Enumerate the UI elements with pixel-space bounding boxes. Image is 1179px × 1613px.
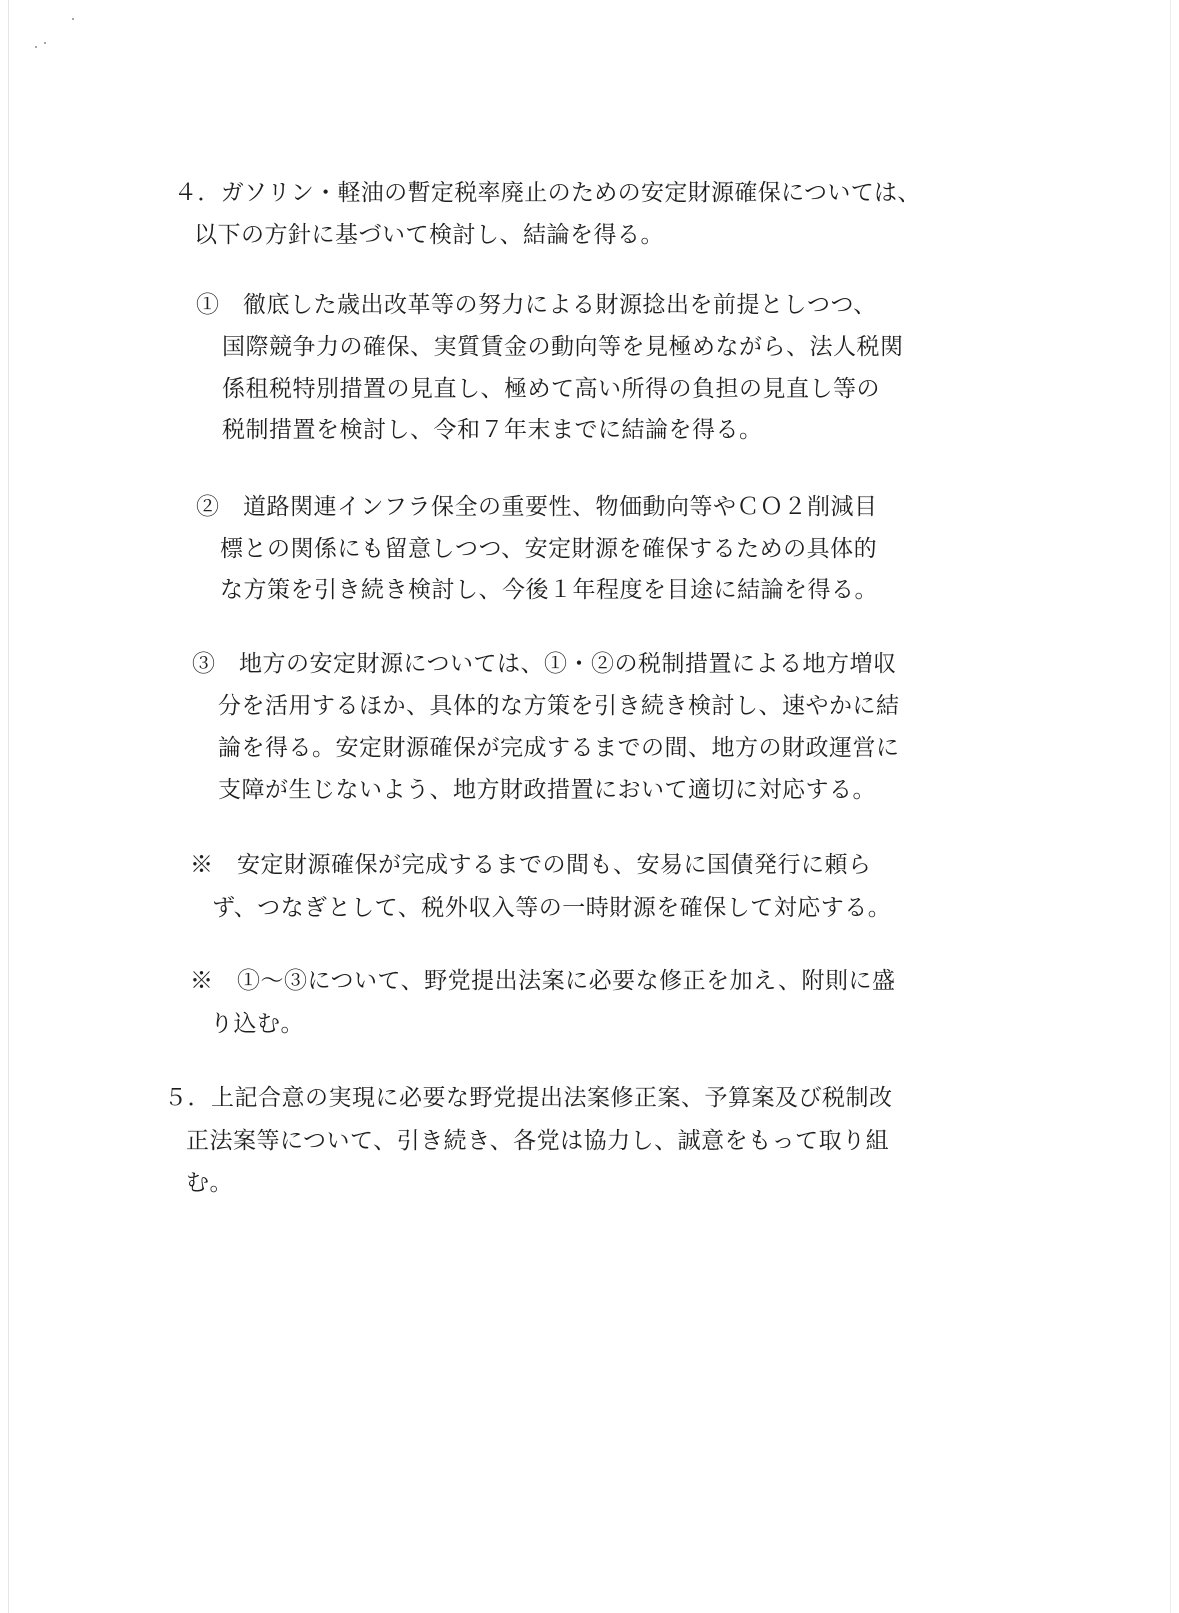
item-5-line-2: 正法案等について、引き続き、各党は協力し、誠意をもって取り組 — [186, 1128, 890, 1154]
scan-speck — [35, 46, 37, 48]
item-4-line-1: ４．ガソリン・軽油の暫定税率廃止のための安定財源確保については、 — [174, 180, 921, 206]
item-4-1-line-3: 係租税特別措置の見直し、極めて高い所得の負担の見直し等の — [222, 376, 880, 402]
item-4-1-line-2: 国際競争力の確保、実質賃金の動向等を見極めながら、法人税関 — [222, 334, 904, 360]
item-5-line-3: む。 — [186, 1170, 233, 1196]
scan-speck — [44, 42, 46, 44]
item-5-line-1: ５．上記合意の実現に必要な野党提出法案修正案、予算案及び税制改 — [164, 1085, 893, 1111]
item-4-2-line-2: 標との関係にも留意しつつ、安定財源を確保するための具体的 — [220, 536, 878, 562]
item-4-3-line-2: 分を活用するほか、具体的な方策を引き続き検討し、速やかに結 — [218, 693, 900, 719]
item-4-2-line-3: な方策を引き続き検討し、今後１年程度を目途に結論を得る。 — [220, 577, 878, 603]
scan-speck — [72, 18, 74, 20]
page-edge-right — [1170, 0, 1171, 1613]
item-4-1-line-4: 税制措置を検討し、令和７年末までに結論を得る。 — [222, 417, 763, 443]
item-4-line-2: 以下の方針に基づいて検討し、結論を得る。 — [194, 222, 664, 248]
page-edge-left — [8, 0, 9, 1613]
note-1-line-1: ※ 安定財源確保が完成するまでの間も、安易に国債発行に頼ら — [190, 852, 872, 878]
item-4-3-line-4: 支障が生じないよう、地方財政措置において適切に対応する。 — [218, 777, 876, 803]
item-4-2-line-1: ② 道路関連インフラ保全の重要性、物価動向等やＣＯ２削減目 — [196, 494, 878, 520]
item-4-3-line-3: 論を得る。安定財源確保が完成するまでの間、地方の財政運営に — [218, 735, 900, 761]
item-4-3-line-1: ③ 地方の安定財源については、①・②の税制措置による地方増収 — [192, 651, 897, 677]
note-1-line-2: ず、つなぎとして、税外収入等の一時財源を確保して対応する。 — [212, 895, 892, 921]
item-4-1-line-1: ① 徹底した歳出改革等の努力による財源捻出を前提としつつ、 — [196, 292, 877, 318]
note-2-line-2: り込む。 — [210, 1011, 304, 1037]
note-2-line-1: ※ ①～③について、野党提出法案に必要な修正を加え、附則に盛 — [190, 968, 896, 994]
